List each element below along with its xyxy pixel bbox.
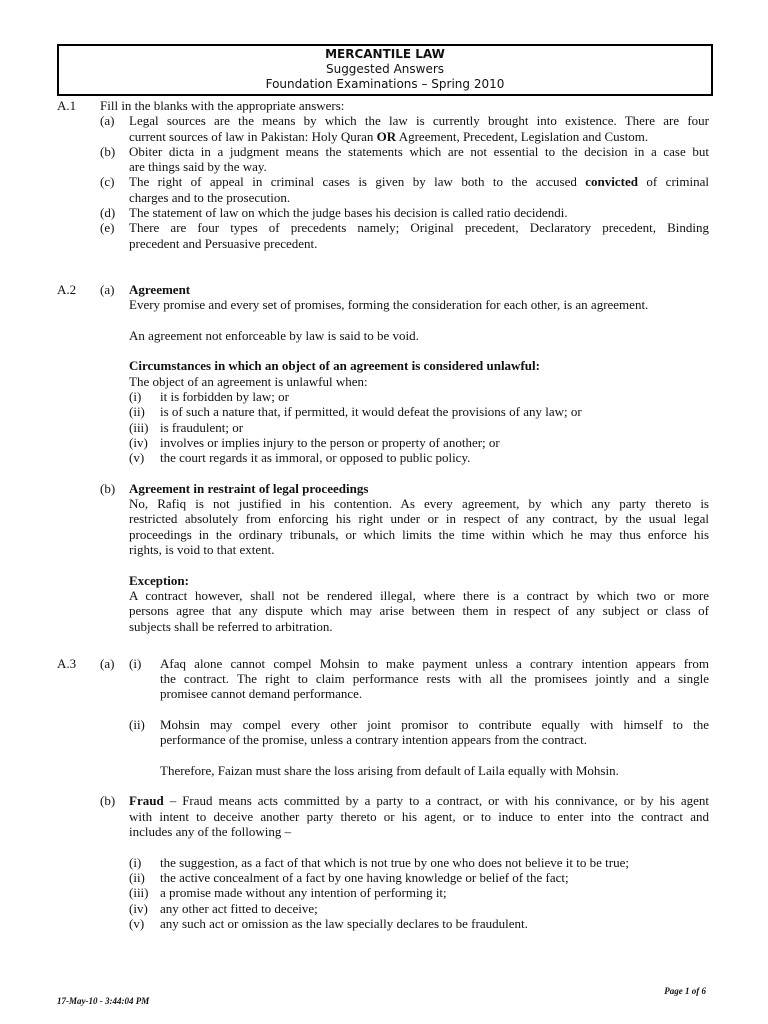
list-item-label: (i) (129, 389, 142, 405)
a2-b-text4: rights, is void to that extent. (129, 542, 275, 558)
a3-b-text2: with intent to deceive another party thereto or his agent, or to induce to enter into the contract and (129, 808, 709, 824)
a1-b-label: (b) (100, 143, 116, 159)
a1-a-line2 (0, 129, 768, 144)
list-item-label: (iii) (129, 885, 149, 901)
a1-e-line2 (0, 236, 768, 251)
a1-d-text1: The statement of law on which the judge bases his decision is called ratio decidendi. (129, 205, 568, 221)
a1-e-line1 (0, 220, 768, 235)
footer-timestamp: 17-May-10 - 3:44:04 PM (57, 996, 150, 1006)
list-item (0, 389, 768, 404)
a2-b-text2: restricted absolutely from enforcing his right under or in respect of any contract, by the usual legal (129, 511, 709, 527)
a2-b-label: (b) (100, 480, 116, 496)
document-body (0, 98, 768, 931)
a3-b-text1: Fraud – Fraud means acts committed by a party to a contract, or with his connivance, or by his agent (129, 793, 709, 809)
a3-i-text1: Afaq alone cannot compel Mohsin to make payment unless a contrary intention appears from (160, 655, 709, 671)
a3-b-label: (b) (100, 793, 116, 809)
a3-b-text3: includes any of the following – (129, 824, 292, 840)
list-item-label: (v) (129, 450, 145, 466)
a3-a-label: (a) (100, 655, 115, 671)
list-item (0, 901, 768, 916)
a3-i-line2 (0, 671, 768, 686)
list-item-label: (v) (129, 915, 145, 931)
header-exam: Foundation Examinations – Spring 2010 (265, 77, 505, 91)
a2-exc-text3: subjects shall be referred to arbitration. (129, 618, 333, 634)
a3-ii-text2: performance of the promise, unless a contrary intention appears from the contract. (160, 732, 588, 748)
a2-b-heading: Agreement in restraint of legal proceedings (129, 480, 369, 496)
a2-number: A.2 (57, 281, 77, 297)
a2-b-line4 (0, 542, 768, 557)
a2-a-p2: An agreement not enforceable by law is said to be void. (129, 327, 419, 343)
a2-exc-line3 (0, 619, 768, 634)
a3-i-label: (i) (129, 655, 142, 671)
a2-a-heading: Agreement (129, 281, 191, 297)
list-item (0, 404, 768, 419)
a3-b-line2 (0, 809, 768, 824)
a1-c-text2: charges and to the prosecution. (129, 189, 291, 205)
a2-b-text1: No, Rafiq is not justified in his contention. As every agreement, by which any party thereto is (129, 496, 709, 512)
list-item-text: the active concealment of a fact by one having knowledge or belief of the fact; (160, 869, 569, 885)
a2-a-label: (a) (100, 281, 115, 297)
list-item-text: a promise made without any intention of performing it; (160, 885, 447, 901)
header-subtitle: Suggested Answers (325, 62, 445, 76)
a3-ii-label: (ii) (129, 716, 145, 732)
list-item-label: (i) (129, 854, 142, 870)
list-item-label: (iv) (129, 434, 148, 450)
a3-i-text2: the contract. The right to claim performance rests with all the promisees jointly and a single (160, 671, 709, 687)
list-item-text: any such act or omission as the law specially declares to be fraudulent. (160, 915, 528, 931)
list-item-label: (ii) (129, 404, 145, 420)
list-item (0, 870, 768, 885)
list-item-label: (iii) (129, 419, 149, 435)
page-number: Page 1 of 6 (664, 986, 706, 996)
a1-b-line1 (0, 144, 768, 159)
a1-a-text2: current sources of law in Pakistan: Holy Quran OR Agreement, Precedent, Legislation and Custom. (129, 128, 649, 144)
list-item-text: the suggestion, as a fact of that which is not true by one who does not believe it to be true; (160, 854, 629, 870)
list-item (0, 916, 768, 931)
list-item (0, 450, 768, 465)
list-item-text: involves or implies injury to the person or property of another; or (160, 434, 500, 450)
list-item (0, 855, 768, 870)
a1-intro: Fill in the blanks with the appropriate answers: (100, 98, 345, 113)
a1-a-line1 (0, 113, 768, 128)
a2-b-text3: proceedings in the ordinary tribunals, or which limits the time within which he may thus enforce his (129, 526, 709, 542)
a3-b-line3 (0, 824, 768, 839)
list-item (0, 885, 768, 900)
a3-ii-text1: Mohsin may compel every other joint promisor to contribute equally with himself to the (160, 716, 709, 732)
list-item-label: (iv) (129, 900, 148, 916)
list-item-text: any other act fitted to deceive; (160, 900, 318, 916)
list-item-text: the court regards it as immoral, or opposed to public policy. (160, 450, 471, 466)
a2-circ-heading-line (0, 358, 768, 373)
a1-intro-line (0, 98, 768, 113)
a1-d-line1 (0, 205, 768, 220)
a3-ii-line2 (0, 732, 768, 747)
list-item-text: is of such a nature that, if permitted, it would defeat the provisions of any law; or (160, 404, 582, 420)
a2-b-heading-line (0, 481, 768, 496)
a3-i-line3 (0, 686, 768, 701)
a2-b-line2 (0, 511, 768, 526)
a3-i-text3: promisee cannot demand performance. (160, 686, 363, 702)
header-title: MERCANTILE LAW (325, 47, 445, 61)
a1-e-text2: precedent and Persuasive precedent. (129, 235, 318, 251)
a1-a-text1: Legal sources are the means by which the law is currently brought into existence. There are four (129, 113, 709, 129)
a2-exc-text2: persons agree that any dispute which may arise between them in respect of any subject or class of (129, 603, 709, 619)
list-item (0, 420, 768, 435)
a3-i-line1 (0, 656, 768, 671)
a3-b-line1 (0, 793, 768, 808)
a1-d-label: (d) (100, 205, 116, 221)
a1-c-line2 (0, 190, 768, 205)
a2-exc-text1: A contract however, shall not be rendered illegal, where there is a contract by which two or more (129, 587, 709, 603)
a1-c-text1: The right of appeal in criminal cases is given by law both to the accused convicted of criminal (129, 174, 709, 190)
a2-circ-intro-line (0, 374, 768, 389)
a1-c-line1 (0, 174, 768, 189)
a2-exc-heading: Exception: (129, 572, 189, 588)
document-header (57, 44, 713, 96)
a1-number: A.1 (57, 98, 77, 113)
a3-ii-p2: Therefore, Faizan must share the loss arising from default of Laila equally with Mohsin. (160, 762, 619, 778)
a1-c-label: (c) (100, 174, 115, 190)
a2-b-line3 (0, 527, 768, 542)
list-item-label: (ii) (129, 869, 145, 885)
a3-ii-line1 (0, 717, 768, 732)
a1-b-text2: are things said by the way. (129, 159, 267, 175)
list-item (0, 435, 768, 450)
a2-a-p1-line (0, 297, 768, 312)
list-item-text: it is forbidden by law; or (160, 389, 289, 405)
a2-a-p1: Every promise and every set of promises, forming the consideration for each other, is an agreement. (129, 297, 649, 313)
a2-exc-line1 (0, 588, 768, 603)
a2-circ-heading: Circumstances in which an object of an agreement is considered unlawful: (129, 358, 540, 374)
a2-exc-line2 (0, 603, 768, 618)
a3-number: A.3 (57, 655, 77, 671)
a1-a-label: (a) (100, 113, 115, 129)
a2-a-p2-line (0, 328, 768, 343)
a1-e-text1: There are four types of precedents namely; Original precedent, Declaratory precedent, Binding (129, 220, 709, 236)
list-item-text: is fraudulent; or (160, 419, 244, 435)
a1-b-text1: Obiter dicta in a judgment means the statements which are not essential to the decision in a case but (129, 143, 709, 159)
a2-a-heading-line (0, 282, 768, 297)
a2-exc-heading-line (0, 573, 768, 588)
a2-circ-intro: The object of an agreement is unlawful when: (129, 373, 368, 389)
a1-b-line2 (0, 159, 768, 174)
a2-b-line1 (0, 496, 768, 511)
a3-ii-p2-line (0, 763, 768, 778)
a1-e-label: (e) (100, 220, 115, 236)
